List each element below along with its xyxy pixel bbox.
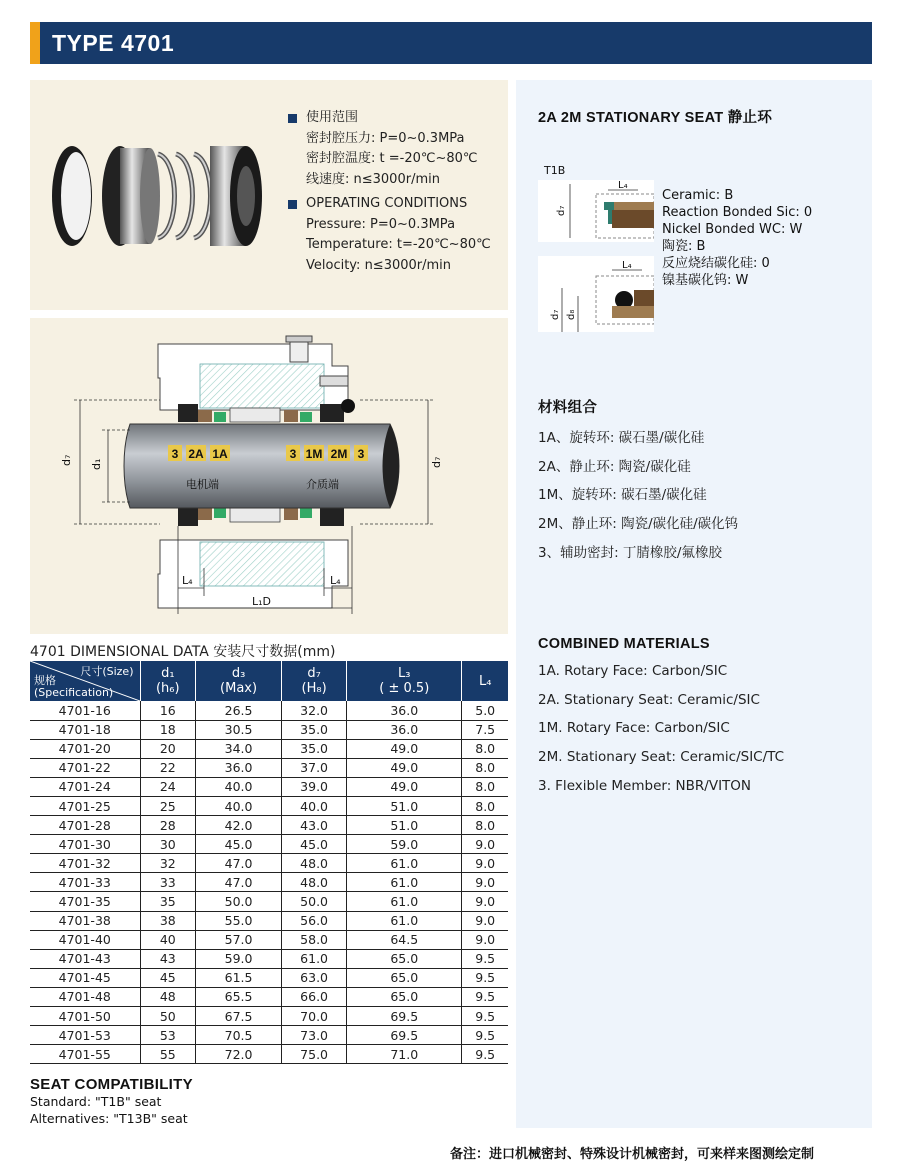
table-row [30,701,508,720]
table-title: 4701 DIMENSIONAL DATA 安装尺寸数据(mm) [30,644,336,660]
table-cell: 48.0 [282,873,347,892]
table-cell: 50.0 [196,892,282,911]
table-cell: 43 [140,949,196,968]
en-conditions-heading: OPERATING CONDITIONS [288,194,491,215]
table-cell: 61.0 [347,892,462,911]
table-cell: 9.5 [462,1007,508,1026]
table-cell: 24 [140,777,196,796]
en-material-item: 1M. Rotary Face: Carbon/SIC [538,720,730,737]
table-cell: 7.5 [462,720,508,739]
cn-material-item: 2M、静止环: 陶瓷/碳化硅/碳化钨 [538,516,739,533]
seat-material-item: Nickel Bonded WC: W [662,222,803,237]
table-cell: 40.0 [196,777,282,796]
table-cell: 70.5 [196,1026,282,1045]
table-cell: 36.0 [347,701,462,720]
table-cell: 32 [140,854,196,873]
table-cell: 9.5 [462,968,508,987]
header-accent-bar [30,22,40,64]
table-row [30,1026,508,1045]
table-cell: 4701-24 [30,777,140,796]
table-cell: 55 [140,1045,196,1064]
table-cell: 73.0 [282,1026,347,1045]
table-cell: 4701-33 [30,873,140,892]
svg-text:L₄: L₄ [622,260,632,271]
table-cell: 16 [140,701,196,720]
section-drawing [30,318,508,634]
cn-condition-line: 密封腔温度: t =-20℃~80℃ [306,151,478,166]
table-cell: 47.0 [196,854,282,873]
table-cell: 67.5 [196,1007,282,1026]
table-row [30,739,508,758]
table-cell: 8.0 [462,739,508,758]
table-cell: 9.0 [462,873,508,892]
table-cell: 61.0 [282,949,347,968]
footer-note: 备注：进口机械密封、特殊设计机械密封，可来样来图测绘定制 [450,1147,815,1162]
table-cell: 38 [140,911,196,930]
table-cell: 18 [140,720,196,739]
table-cell: 9.0 [462,911,508,930]
table-body [30,701,508,1064]
table-cell: 4701-18 [30,720,140,739]
cn-condition-line: 线速度: n≤3000r/min [306,171,440,187]
part-label: 1M [305,447,323,461]
seat-alternatives: Alternatives: "T13B" seat [30,1111,188,1126]
table-cell: 28 [140,816,196,835]
table-cell: 30.5 [196,720,282,739]
operating-conditions [288,108,491,276]
table-cell: 8.0 [462,758,508,777]
table-cell: 59.0 [347,835,462,854]
stationary-seat-heading: 2A 2M STATIONARY SEAT 静止环 [538,110,773,126]
seat-standard: Standard: "T1B" seat [30,1094,162,1109]
en-material-item: 2M. Stationary Seat: Ceramic/SIC/TC [538,749,785,766]
table-cell: 49.0 [347,739,462,758]
table-cell: 63.0 [282,968,347,987]
materials-panel [516,80,872,1128]
table-cell: 45.0 [282,835,347,854]
col-header-d3: d₃ (Max) [196,661,282,701]
cn-materials-list [538,426,738,569]
seat-material-item: Ceramic: B [662,188,734,203]
table-cell: 65.0 [347,987,462,1006]
table-cell: 71.0 [347,1045,462,1064]
table-cell: 4701-45 [30,968,140,987]
table-cell: 61.0 [347,854,462,873]
table-cell: 75.0 [282,1045,347,1064]
dimension-table [30,661,508,1064]
table-cell: 51.0 [347,796,462,815]
part-label: 2A [188,447,204,461]
svg-text:d₇: d₇ [556,205,567,216]
table-cell: 25 [140,796,196,815]
motor-side-label: 电机端 [186,478,219,491]
table-cell: 53 [140,1026,196,1045]
table-row [30,1007,508,1026]
table-cell: 4701-55 [30,1045,140,1064]
d1-label: d₁ [90,458,103,470]
table-cell: 40.0 [196,796,282,815]
table-cell: 61.5 [196,968,282,987]
table-row [30,987,508,1006]
table-cell: 49.0 [347,777,462,796]
table-cell: 59.0 [196,949,282,968]
t1b-label: T1B [544,164,566,177]
table-row [30,835,508,854]
table-cell: 65.0 [347,968,462,987]
table-row [30,1045,508,1064]
en-material-item: 2A. Stationary Seat: Ceramic/SIC [538,691,760,708]
table-cell: 4701-40 [30,930,140,949]
table-cell: 43.0 [282,816,347,835]
en-material-item: 1A. Rotary Face: Carbon/SIC [538,663,728,679]
table-cell: 57.0 [196,930,282,949]
col-header-l3: L₃ ( ± 0.5) [347,661,462,701]
t13b-seat-drawing [538,256,654,332]
table-cell: 72.0 [196,1045,282,1064]
table-cell: 32.0 [282,701,347,720]
svg-text:L₄: L₄ [618,180,628,191]
table-cell: 69.5 [347,1026,462,1045]
table-cell: 35.0 [282,720,347,739]
col-header-d1: d₁ (h₆) [140,661,196,701]
table-cell: 8.0 [462,796,508,815]
table-cell: 65.0 [347,949,462,968]
table-cell: 55.0 [196,911,282,930]
table-cell: 65.5 [196,987,282,1006]
table-row [30,796,508,815]
seat-material-list [662,187,812,289]
cn-material-item: 2A、静止环: 陶瓷/碳化硅 [538,458,691,475]
l4-right-label: L₄ [330,574,341,587]
medium-side-label: 介质端 [306,478,339,491]
table-cell: 36.0 [196,758,282,777]
table-row [30,892,508,911]
table-cell: 26.5 [196,701,282,720]
table-cell: 9.5 [462,987,508,1006]
part-label: 3 [289,447,297,461]
cn-material-item: 1M、旋转环: 碳石墨/碳化硅 [538,487,707,504]
table-cell: 9.5 [462,1045,508,1064]
table-cell: 20 [140,739,196,758]
table-row [30,949,508,968]
table-cell: 35.0 [282,739,347,758]
table-cell: 36.0 [347,720,462,739]
table-cell: 4701-28 [30,816,140,835]
table-cell: 4701-35 [30,892,140,911]
table-cell: 45.0 [196,835,282,854]
svg-text:d₈: d₈ [566,309,577,320]
table-cell: 66.0 [282,987,347,1006]
table-cell: 48.0 [282,854,347,873]
t1b-seat-drawing [538,180,654,242]
en-condition-line: Temperature: t=-20℃~80℃ [306,237,491,252]
table-cell: 49.0 [347,758,462,777]
table-cell: 69.5 [347,1007,462,1026]
seat-material-item: Reaction Bonded Sic: 0 [662,205,813,220]
col-header-l4: L₄ [462,661,508,701]
cn-material-item: 1A、旋转环: 碳石墨/碳化硅 [538,430,705,446]
table-cell: 4701-48 [30,987,140,1006]
table-row [30,854,508,873]
table-cell: 40.0 [282,796,347,815]
l1d-label: L₁D [252,595,272,608]
cn-condition-line: 密封腔压力: P=0~0.3MPa [306,130,465,146]
table-cell: 4701-32 [30,854,140,873]
table-cell: 8.0 [462,777,508,796]
seat-material-item: 陶瓷: B [662,239,706,254]
table-cell: 4701-50 [30,1007,140,1026]
table-row [30,777,508,796]
table-cell: 4701-25 [30,796,140,815]
table-cell: 4701-38 [30,911,140,930]
corner-header: 尺寸(Size) 规格 (Specification) [30,661,140,701]
table-cell: 50 [140,1007,196,1026]
seat-compat-heading: SEAT COMPATIBILITY [30,1076,193,1093]
table-cell: 4701-22 [30,758,140,777]
table-cell: 22 [140,758,196,777]
d7-right-label: d₇ [430,456,443,468]
part-label: 2M [330,447,348,461]
cn-materials-heading: 材料组合 [538,400,598,416]
table-row [30,720,508,739]
table-cell: 34.0 [196,739,282,758]
table-cell: 45 [140,968,196,987]
table-cell: 9.0 [462,930,508,949]
table-cell: 9.5 [462,949,508,968]
table-cell: 61.0 [347,873,462,892]
col-header-d7: d₇ (H₈) [282,661,347,701]
table-cell: 40 [140,930,196,949]
square-bullet-icon [288,200,297,209]
seat-compatibility [30,1076,193,1127]
table-cell: 48 [140,987,196,1006]
table-cell: 70.0 [282,1007,347,1026]
en-condition-line: Pressure: P=0~0.3MPa [306,216,456,232]
seat-material-item: 镍基碳化钨: W [662,273,749,288]
part-label: 1A [212,447,228,461]
table-cell: 30 [140,835,196,854]
l4-left-label: L₄ [182,574,193,587]
table-cell: 4701-53 [30,1026,140,1045]
table-row [30,873,508,892]
table-row [30,968,508,987]
en-materials-heading: COMBINED MATERIALS [538,636,710,652]
page-title: TYPE 4701 [52,30,175,56]
table-row [30,911,508,930]
table-header-row [30,661,508,701]
table-cell: 47.0 [196,873,282,892]
svg-text:d₇: d₇ [550,309,561,320]
table-cell: 8.0 [462,816,508,835]
en-material-item: 3. Flexible Member: NBR/VITON [538,777,752,794]
en-materials-list [538,663,784,806]
table-cell: 4701-20 [30,739,140,758]
table-cell: 5.0 [462,701,508,720]
table-cell: 39.0 [282,777,347,796]
table-cell: 56.0 [282,911,347,930]
table-cell: 51.0 [347,816,462,835]
part-label: 3 [357,447,365,461]
table-cell: 35 [140,892,196,911]
table-row [30,816,508,835]
seal-section-diagram [30,318,508,634]
table-cell: 9.5 [462,1026,508,1045]
d7-left-label: d₇ [60,454,73,466]
table-cell: 58.0 [282,930,347,949]
table-cell: 37.0 [282,758,347,777]
cn-conditions-heading: 使用范围 [288,108,491,129]
product-overview [30,80,508,310]
table-cell: 50.0 [282,892,347,911]
table-cell: 64.5 [347,930,462,949]
en-condition-line: Velocity: n≤3000r/min [306,257,452,273]
table-cell: 4701-30 [30,835,140,854]
table-cell: 9.0 [462,892,508,911]
table-cell: 33 [140,873,196,892]
table-cell: 4701-43 [30,949,140,968]
table-row [30,930,508,949]
page-header [30,22,872,64]
part-label: 3 [171,447,179,461]
table-cell: 9.0 [462,835,508,854]
cn-material-item: 3、辅助密封: 丁腈橡胶/氟橡胶 [538,544,722,561]
table-cell: 61.0 [347,911,462,930]
square-bullet-icon [288,114,297,123]
seat-material-item: 反应烧结碳化硅: 0 [662,256,770,271]
seal-product-image [30,80,280,310]
table-cell: 42.0 [196,816,282,835]
table-row [30,758,508,777]
table-cell: 4701-16 [30,701,140,720]
table-cell: 9.0 [462,854,508,873]
